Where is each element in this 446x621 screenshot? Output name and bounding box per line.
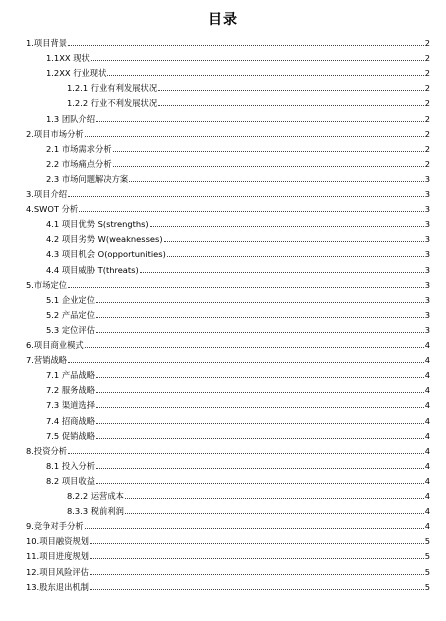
toc-entry[interactable] xyxy=(26,533,430,546)
toc-page-number: 4 xyxy=(424,355,430,366)
toc-entry-label: 13.股东退出机制 xyxy=(26,581,89,592)
toc-leader-dots xyxy=(158,90,424,91)
toc-page-number: 3 xyxy=(424,204,430,215)
toc-entry[interactable] xyxy=(46,262,430,275)
toc-entry[interactable] xyxy=(26,352,430,365)
toc-leader-dots xyxy=(96,483,424,484)
toc-leader-dots xyxy=(85,347,424,348)
toc-entry[interactable] xyxy=(46,231,430,244)
toc-entry-label: 1.项目背景 xyxy=(26,38,68,48)
toc-entry[interactable] xyxy=(26,579,430,592)
toc-entry-label: 8.1 投入分析 xyxy=(46,460,96,471)
toc-entry[interactable] xyxy=(26,518,430,531)
toc-leader-dots xyxy=(91,60,424,61)
toc-leader-dots xyxy=(96,392,424,393)
toc-entry-label: 1.3 团队介绍 xyxy=(46,113,96,124)
toc-page-number: 4 xyxy=(424,400,430,411)
toc-entry[interactable] xyxy=(26,35,430,48)
toc-entry[interactable] xyxy=(46,382,430,395)
toc-leader-dots xyxy=(96,468,424,469)
toc-entry-label: 8.3.3 税前利润 xyxy=(67,506,124,517)
toc-entry-label: 4.4 项目威胁 T(threats) xyxy=(46,264,139,275)
toc-page-number: 4 xyxy=(424,385,430,396)
toc-entry[interactable] xyxy=(46,367,430,380)
toc-entry[interactable] xyxy=(46,156,430,169)
toc-leader-dots xyxy=(68,45,424,46)
toc-page-number: 4 xyxy=(424,430,430,441)
toc-entry-label: 8.投资分析 xyxy=(26,445,68,456)
toc-entry[interactable] xyxy=(67,80,430,93)
toc-page-number: 3 xyxy=(424,173,430,184)
toc-entry[interactable] xyxy=(46,322,430,335)
toc-page-number: 4 xyxy=(424,521,430,532)
toc-leader-dots xyxy=(85,136,424,137)
toc-page-number: 3 xyxy=(424,249,430,260)
toc-page-number: 2 xyxy=(424,38,430,48)
toc-page-number: 4 xyxy=(424,370,430,381)
toc-page-number: 3 xyxy=(424,264,430,275)
toc-entry[interactable] xyxy=(46,111,430,124)
toc-entry[interactable] xyxy=(26,277,430,290)
toc-page-number: 3 xyxy=(424,234,430,245)
toc-entry-label: 4.3 项目机会 O(opportunities) xyxy=(46,249,166,260)
toc-leader-dots xyxy=(96,438,424,439)
toc-entry[interactable] xyxy=(46,216,430,229)
toc-leader-dots xyxy=(129,181,424,182)
toc-entry-label: 7.3 渠道选择 xyxy=(46,400,96,411)
toc-page-number: 3 xyxy=(424,189,430,199)
toc-page-number: 3 xyxy=(424,279,430,290)
toc-entry-label: 5.2 产品定位 xyxy=(46,309,96,320)
toc-leader-dots xyxy=(68,453,424,454)
toc-entry[interactable] xyxy=(26,126,430,139)
toc-page-number: 2 xyxy=(424,128,430,139)
toc-page-number: 5 xyxy=(424,536,430,547)
toc-page-number: 2 xyxy=(424,113,430,124)
toc-entry[interactable] xyxy=(46,413,430,426)
toc-leader-dots xyxy=(90,574,424,575)
toc-page-number: 3 xyxy=(424,219,430,230)
toc-leader-dots xyxy=(96,423,424,424)
toc-entry-label: 1.2XX 行业现状 xyxy=(46,68,107,79)
toc-entry[interactable] xyxy=(46,50,430,63)
toc-leader-dots xyxy=(96,317,424,318)
toc-entry[interactable] xyxy=(46,292,430,305)
toc-entry[interactable] xyxy=(26,443,430,456)
toc-entry-label: 9.竞争对手分析 xyxy=(26,521,84,532)
toc-page-number: 5 xyxy=(424,551,430,562)
toc-entry[interactable] xyxy=(26,548,430,561)
toc-leader-dots xyxy=(79,211,424,212)
toc-entry[interactable] xyxy=(67,503,430,516)
toc-entry-label: 7.1 产品战略 xyxy=(46,370,96,381)
toc-page-number: 5 xyxy=(424,566,430,577)
toc-leader-dots xyxy=(158,105,424,106)
toc-entry-label: 4.SWOT 分析 xyxy=(26,204,79,215)
toc-entry-label: 2.项目市场分析 xyxy=(26,128,84,139)
toc-entry-label: 3.项目介绍 xyxy=(26,189,68,199)
toc-leader-dots xyxy=(167,256,424,257)
toc-leader-dots xyxy=(113,151,424,152)
toc-page-number: 2 xyxy=(424,68,430,79)
toc-entry-label: 2.2 市场痛点分析 xyxy=(46,158,112,169)
toc-entry-label: 11.项目进度规划 xyxy=(26,551,89,562)
toc-entry-label: 2.3 市场问题解决方案 xyxy=(46,173,129,184)
toc-page-number: 4 xyxy=(424,506,430,517)
toc-entry[interactable] xyxy=(46,171,430,184)
toc-leader-dots xyxy=(85,528,424,529)
toc-entry[interactable] xyxy=(26,201,430,214)
toc-entry[interactable] xyxy=(46,428,430,441)
toc-page-number: 5 xyxy=(424,581,430,592)
toc-entry-label: 4.1 项目优势 S(strengths) xyxy=(46,219,149,230)
toc-leader-dots xyxy=(96,377,424,378)
toc-leader-dots xyxy=(90,558,424,559)
toc-leader-dots xyxy=(113,166,424,167)
toc-leader-dots xyxy=(140,272,424,273)
page-title: 目录 xyxy=(208,12,238,28)
toc-entry-label: 8.2.2 运营成本 xyxy=(67,491,124,501)
toc-entry-label: 4.2 项目劣势 W(weaknesses) xyxy=(46,234,163,245)
toc-leader-dots xyxy=(125,513,424,514)
toc-entry[interactable] xyxy=(26,564,430,577)
toc-entry[interactable] xyxy=(46,307,430,320)
toc-leader-dots xyxy=(96,407,424,408)
toc-entry-label: 5.1 企业定位 xyxy=(46,294,96,305)
toc-entry-label: 1.1XX 现状 xyxy=(46,53,90,64)
toc-leader-dots xyxy=(96,332,424,333)
toc-entry-label: 1.2.2 行业不利发展状况 xyxy=(67,98,158,109)
toc-entry-label: 2.1 市场需求分析 xyxy=(46,143,112,154)
toc-entry-label: 5.3 定位评估 xyxy=(46,324,96,335)
toc-leader-dots xyxy=(107,75,423,76)
toc-leader-dots xyxy=(68,362,424,363)
toc-page-number: 2 xyxy=(424,83,430,94)
toc-page-number: 4 xyxy=(424,491,430,501)
toc-leader-dots xyxy=(90,543,424,544)
toc-entry-label: 6.项目商业模式 xyxy=(26,340,84,350)
toc-leader-dots xyxy=(96,121,424,122)
toc-entry-label: 8.2 项目收益 xyxy=(46,475,96,486)
toc-entry-label: 12.项目风险评估 xyxy=(26,566,89,577)
toc-leader-dots xyxy=(125,498,424,499)
toc-entry[interactable] xyxy=(46,473,430,486)
toc-page-number: 4 xyxy=(424,445,430,456)
toc-page-number: 4 xyxy=(424,475,430,486)
toc-page-number: 2 xyxy=(424,158,430,169)
toc-entry[interactable] xyxy=(26,337,430,350)
toc-entry-label: 1.2.1 行业有利发展状况 xyxy=(67,83,158,94)
toc-page-number: 3 xyxy=(424,324,430,335)
toc-entry[interactable] xyxy=(46,458,430,471)
toc-leader-dots xyxy=(96,302,424,303)
toc-page-number: 2 xyxy=(424,53,430,64)
toc-entry[interactable] xyxy=(46,141,430,154)
toc-entry-label: 7.营销战略 xyxy=(26,355,68,366)
toc-page-number: 2 xyxy=(424,143,430,154)
toc-page-number: 3 xyxy=(424,309,430,320)
toc-page-number: 4 xyxy=(424,340,430,350)
toc-page-number: 4 xyxy=(424,460,430,471)
toc-entry[interactable] xyxy=(46,65,430,78)
toc-entry[interactable] xyxy=(26,186,430,199)
toc-entry-label: 7.4 招商战略 xyxy=(46,415,96,426)
toc-leader-dots xyxy=(90,589,424,590)
toc-entry-label: 10.项目融资规划 xyxy=(26,536,89,547)
toc-leader-dots xyxy=(68,287,424,288)
toc-page-number: 3 xyxy=(424,294,430,305)
toc-leader-dots xyxy=(164,241,424,242)
toc-page-number: 2 xyxy=(424,98,430,109)
toc-entry[interactable] xyxy=(46,397,430,410)
toc-entry[interactable] xyxy=(67,488,430,501)
toc-entry-label: 7.2 服务战略 xyxy=(46,385,96,396)
toc-leader-dots xyxy=(150,226,424,227)
toc-leader-dots xyxy=(68,196,424,197)
toc-entry-label: 7.5 促销战略 xyxy=(46,430,96,441)
toc-entry[interactable] xyxy=(46,246,430,259)
toc-page-number: 4 xyxy=(424,415,430,426)
toc-entry[interactable] xyxy=(67,95,430,108)
toc-entry-label: 5.市场定位 xyxy=(26,279,68,290)
